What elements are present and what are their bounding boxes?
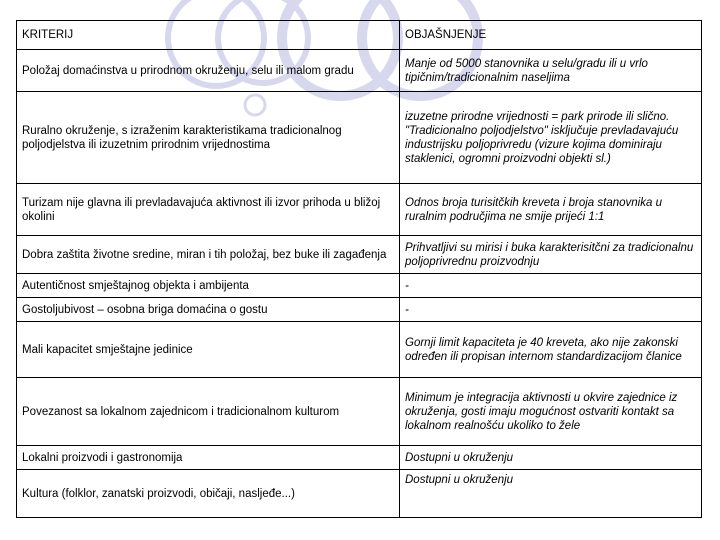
explanation-cell: - — [400, 274, 702, 298]
criterion-cell: Povezanost sa lokalnom zajednicom i tradicionalnom kulturom — [17, 378, 400, 446]
criterion-cell: Kultura (folklor, zanatski proizvodi, običaji, nasljeđe...) — [17, 470, 400, 518]
table-row — [17, 378, 702, 446]
explanation-cell: - — [400, 298, 702, 322]
table-row — [17, 322, 702, 378]
criterion-cell: Mali kapacitet smještajne jedinice — [17, 322, 400, 378]
explanation-cell: izuzetne prirodne vrijednosti = park prirode ili slično. "Tradicionalno poljodjelstvo" isključuje prevladavajuću industrijsku poljoprivredu (vizure kojima dominiraju staklenici, ogromni proizvodni objekti sl.) — [400, 92, 702, 184]
criterion-cell: Dobra zaštita životne sredine, miran i tih položaj, bez buke ili zagađenja — [17, 236, 400, 274]
criterion-cell: Lokalni proizvodi i gastronomija — [17, 446, 400, 470]
explanation-cell: Prihvatljivi su mirisi i buka karakterisitčni za tradicionalnu poljoprivrednu proizvodnju — [400, 236, 702, 274]
table-row — [17, 446, 702, 470]
table-row — [17, 274, 702, 298]
table-row — [17, 236, 702, 274]
explanation-cell: Minimum je integracija aktivnosti u okvire zajednice iz okruženja, gosti imaju mogućnost ostvariti kontakt sa lokalnom realnošću ukoliko to žele — [400, 378, 702, 446]
criterion-cell: Turizam nije glavna ili prevladavajuća aktivnost ili izvor prihoda u bližoj okolini — [17, 184, 400, 236]
table-header-row — [17, 21, 702, 50]
criterion-cell: Ruralno okruženje, s izraženim karakteristikama tradicionalnog poljodjelstva ili izuzetnim prirodnim vrijednostima — [17, 92, 400, 184]
explanation-cell: Manje od 5000 stanovnika u selu/gradu ili u vrlo tipičnim/tradicionalnim naseljima — [400, 50, 702, 92]
header-explanation: OBJAŠNJENJE — [400, 21, 702, 50]
criterion-cell: Gostoljubivost – osobna briga domaćina o gostu — [17, 298, 400, 322]
explanation-cell: Dostupni u okruženju — [400, 470, 702, 518]
table-row — [17, 184, 702, 236]
explanation-cell: Dostupni u okruženju — [400, 446, 702, 470]
table-row — [17, 298, 702, 322]
table-row — [17, 470, 702, 518]
criterion-cell: Položaj domaćinstva u prirodnom okruženju, selu ili malom gradu — [17, 50, 400, 92]
table-row — [17, 92, 702, 184]
criteria-table — [16, 20, 702, 518]
explanation-cell: Odnos broja turisitčkih kreveta i broja stanovnika u ruralnim područjima ne smije prijeći 1:1 — [400, 184, 702, 236]
table-row — [17, 50, 702, 92]
header-criterion: KRITERIJ — [17, 21, 400, 50]
explanation-cell: Gornji limit kapaciteta je 40 kreveta, ako nije zakonski određen ili propisan internom standardizacijom članice — [400, 322, 702, 378]
criterion-cell: Autentičnost smještajnog objekta i ambijenta — [17, 274, 400, 298]
